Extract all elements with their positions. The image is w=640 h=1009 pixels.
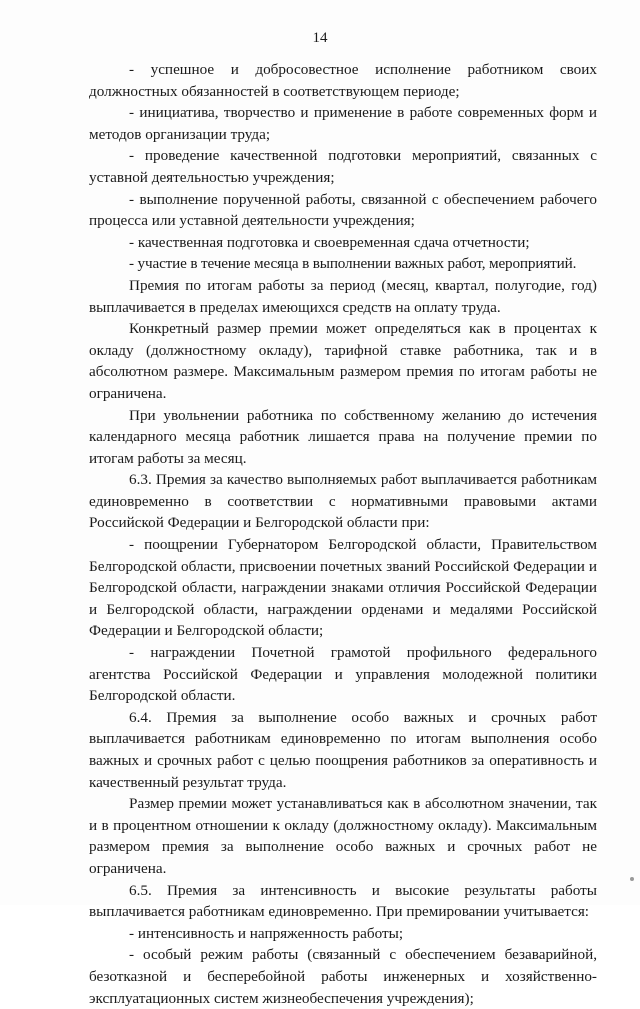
list-item-honorary-certificate: - награждении Почетной грамотой профильного федерального агентства Российской Федерации и управления молодежной политики Белгородской области. [89,644,597,705]
scan-speck [630,877,634,881]
section-6-4-urgent-work-bonus: 6.4. Премия за выполнение особо важных и срочных работ выплачивается работникам единовременно по итогам выполнения особо важных и срочных работ с целью поощрения работников за оперативность и качественный результат труда. [89,708,597,791]
paragraph-bonus-size: Конкретный размер премии может определяться как в процентах к окладу (должностному окладу), тарифной ставке работника, так и в абсолютном размере. Максимальным размером премия по итогам работы не ограничена. [89,320,597,402]
document-body [89,59,597,1009]
list-item-initiative: - инициатива, творчество и применение в работе современных форм и методов организации труда; [89,104,597,143]
section-6-3-quality-bonus: 6.3. Премия за качество выполняемых работ выплачивается работникам единовременно в соответствии с нормативными правовыми актами Российской Федерации и Белгородской области при: [89,471,597,532]
list-item-special-mode: - особый режим работы (связанный с обеспечением безаварийной, безотказной и бесперебойной работы инженерных и хозяйственно-эксплуатационных систем жизнеобеспечения учреждения); [89,946,597,1007]
paragraph-urgent-bonus-size: Размер премии может устанавливаться как в абсолютном значении, так и в процентном отношении к окладу (должностному окладу). Максимальным размером премия за выполнение особо важных и срочных работ не ограничена. [89,795,597,877]
section-6-5-intensity-bonus: 6.5. Премия за интенсивность и высокие результаты работы выплачивается работникам единовременно. При премировании учитывается: [89,881,597,921]
list-item-duties: - успешное и добросовестное исполнение работником своих должностных обязанностей в соответствующем периоде; [89,61,597,100]
page-number: 14 [312,30,328,46]
list-item-governor-awards: - поощрении Губернатором Белгородской области, Правительством Белгородской области, присвоении почетных званий Российской Федерации и Белгородской области, награждении знаками отличия Российской Федерации и Белгородской области, награждении орденами и медалями Российской Федерации и Белгородской области; [89,536,597,640]
paragraph-period-bonus: Премия по итогам работы за период (месяц, квартал, полугодие, год) выплачивается в пределах имеющихся средств на оплату труда. [89,276,597,316]
list-item-important-work: - участие в течение месяца в выполнении важных работ, мероприятий. [129,255,577,273]
list-item-events: - проведение качественной подготовки мероприятий, связанных с уставной деятельностью учреждения; [89,147,597,186]
paragraph-dismissal: При увольнении работника по собственному желанию до истечения календарного месяца работник лишается права на получение премии по итогам работы за месяц. [89,406,597,467]
list-item-reporting: - качественная подготовка и своевременная сдача отчетности; [129,233,530,251]
list-item-assigned-work: - выполнение порученной работы, связанной с обеспечением рабочего процесса или уставной деятельности учреждения; [89,190,597,230]
list-item-intensity: - интенсивность и напряженность работы; [129,924,404,942]
